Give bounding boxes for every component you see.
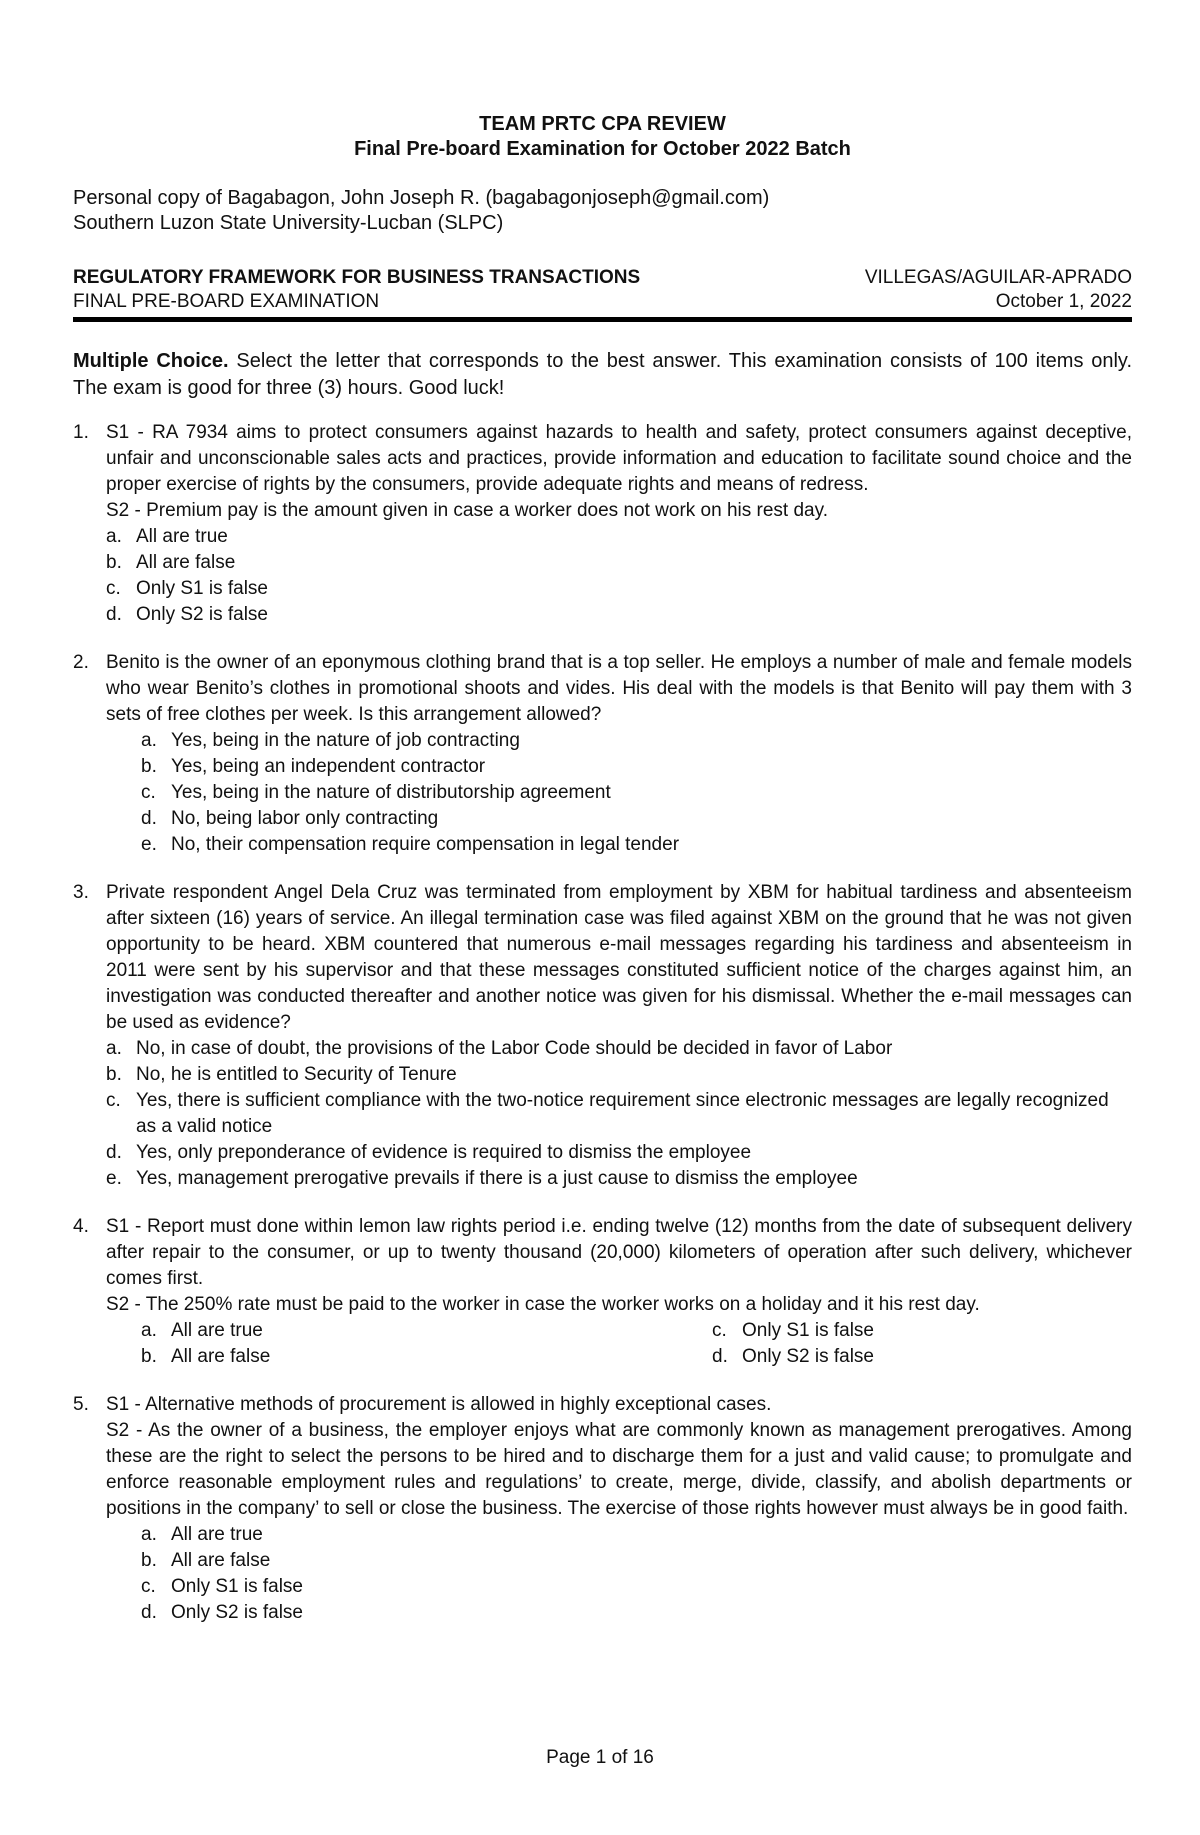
option-letter: a. — [141, 1524, 157, 1545]
option-text: Only S1 is false — [171, 1576, 303, 1597]
option — [106, 550, 1132, 576]
option-letter: c. — [141, 1576, 156, 1597]
statement-s2: S2 - The 250% rate must be paid to the worker in case the worker works on a holiday and it his rest day. — [106, 1294, 980, 1315]
question-number: 2. — [73, 652, 89, 673]
instructions — [73, 348, 1132, 402]
page-number: Page 1 of 16 — [546, 1747, 654, 1768]
question-2 — [73, 650, 1132, 858]
question-text: Benito is the owner of an eponymous clothing brand that is a top seller. He employs a number of male and female models who wear Benito’s clothes in promotional shoots and vides. His deal with the models is that Benito will pay them with 3 sets of free clothes per week. Is this arrangement allowed? — [106, 652, 1132, 725]
question-3 — [73, 880, 1132, 1192]
option-text: All are true — [171, 1320, 263, 1341]
question-1 — [73, 420, 1132, 628]
option-text: All are false — [136, 552, 236, 573]
option-text: No, he is entitled to Security of Tenure — [136, 1064, 457, 1085]
option-letter: d. — [141, 1602, 157, 1623]
instructions-text: Select the letter that corresponds to the best answer. This examination consists of 100 items only. The exam is good for three (3) hours. Good luck! — [73, 350, 1133, 399]
option-letter: b. — [141, 1346, 157, 1367]
option — [141, 806, 1132, 832]
option — [141, 832, 1132, 858]
option — [106, 576, 1132, 602]
exam-page — [73, 112, 1132, 1626]
option — [141, 1600, 1132, 1626]
option-letter: c. — [106, 1090, 121, 1111]
document-subtitle: Final Pre-board Examination for October 2022 Batch — [354, 138, 851, 160]
owner-info — [73, 186, 1132, 236]
option-text: Yes, being in the nature of job contracting — [171, 730, 520, 751]
option — [712, 1318, 1132, 1344]
option-text: No, their compensation require compensation in legal tender — [171, 834, 680, 855]
option-letter: a. — [106, 1038, 122, 1059]
option-text: Only S2 is false — [742, 1346, 874, 1367]
option-letter: b. — [106, 1064, 122, 1085]
option-letter: b. — [141, 1550, 157, 1571]
option-text: Yes, management prerogative prevails if there is a just cause to dismiss the employee — [136, 1168, 858, 1189]
statement-s1: S1 - Report must done within lemon law rights period i.e. ending twelve (12) months from the date of subsequent delivery after repair to the consumer, or up to twenty thousand (20,000) kilometers of operation after such delivery, whichever comes first. — [106, 1216, 1132, 1289]
question-number: 1. — [73, 422, 89, 443]
statement-s1: S1 - RA 7934 aims to protect consumers against hazards to health and safety, protect consumers against deceptive, unfair and unconscionable sales acts and practices, provide information and education to facilitate sound choice and the proper exercise of rights by the consumers, provide adequate rights and means of redress. — [106, 422, 1132, 495]
option-letter: a. — [141, 1320, 157, 1341]
option-text: Yes, there is sufficient compliance with the two-notice requirement since electronic messages are legally recognized as a valid notice — [136, 1090, 1109, 1137]
question-number: 5. — [73, 1394, 89, 1415]
option-letter: b. — [106, 552, 122, 573]
option-text: Only S1 is false — [136, 578, 268, 599]
option — [106, 1140, 1132, 1166]
question-4 — [73, 1214, 1132, 1370]
option-letter: d. — [106, 604, 122, 625]
question-number: 3. — [73, 882, 89, 903]
option-text: All are false — [171, 1346, 271, 1367]
subject-left — [73, 266, 640, 314]
statement-s2: S2 - As the owner of a business, the employer enjoys what are commonly known as management prerogatives. Among these are the right to select the persons to be hired and to discharge them for a just and valid cause; to promulgate and enforce reasonable employment rules and regulations’ to create, merge, divide, classify, and abolish departments or positions in the company’ to sell or close the business. The exercise of those rights however must always be in good faith. — [106, 1420, 1132, 1519]
option — [141, 1318, 712, 1344]
options-grid — [106, 1318, 1132, 1370]
authors: VILLEGAS/AGUILAR-APRADO — [864, 267, 1132, 288]
statement-s2: S2 - Premium pay is the amount given in case a worker does not work on his rest day. — [106, 500, 828, 521]
exam-date: October 1, 2022 — [995, 291, 1132, 312]
option-letter: c. — [106, 578, 121, 599]
option-text: Yes, only preponderance of evidence is required to dismiss the employee — [136, 1142, 752, 1163]
option — [712, 1344, 1132, 1370]
option-letter: a. — [141, 730, 157, 751]
option — [141, 1344, 712, 1370]
question-text: Private respondent Angel Dela Cruz was terminated from employment by XBM for habitual tardiness and absenteeism after sixteen (16) years of service. An illegal termination case was filed against XBM on the ground that he was not given opportunity to be heard. XBM countered that numerous e-mail messages regarding his tardiness and absenteeism in 2011 were sent by his supervisor and that these messages constituted sufficient notice of the charges against him, an investigation was conducted thereafter and another notice was given for his dismissal. Whether the e-mail messages can be used as evidence? — [106, 882, 1132, 1033]
owner-line-1: Personal copy of Bagabagon, John Joseph R. (bagabagonjoseph@gmail.com) — [73, 187, 770, 209]
option — [106, 1062, 1132, 1088]
option-letter: a. — [106, 526, 122, 547]
option-text: Only S2 is false — [171, 1602, 303, 1623]
option — [141, 1548, 1132, 1574]
instructions-label: Multiple Choice. — [73, 350, 229, 372]
exam-type: FINAL PRE-BOARD EXAMINATION — [73, 291, 380, 312]
header-divider — [73, 317, 1132, 322]
option — [106, 1166, 1132, 1192]
owner-line-2: Southern Luzon State University-Lucban (SLPC) — [73, 212, 504, 234]
option-text: Only S1 is false — [742, 1320, 874, 1341]
option — [106, 1088, 1132, 1140]
option-text: Yes, being in the nature of distributorship agreement — [171, 782, 611, 803]
option-text: No, being labor only contracting — [171, 808, 439, 829]
option — [141, 1522, 1132, 1548]
option — [141, 728, 1132, 754]
option-text: Yes, being an independent contractor — [171, 756, 486, 777]
option-text: All are true — [171, 1524, 263, 1545]
option-letter: c. — [712, 1320, 727, 1341]
option — [106, 602, 1132, 628]
option-letter: d. — [106, 1142, 122, 1163]
option-letter: e. — [141, 834, 157, 855]
option-text: All are false — [171, 1550, 271, 1571]
question-5 — [73, 1392, 1132, 1626]
option-letter: c. — [141, 782, 156, 803]
option — [141, 780, 1132, 806]
option — [141, 754, 1132, 780]
option-letter: e. — [106, 1168, 122, 1189]
option-letter: d. — [712, 1346, 728, 1367]
option-text: No, in case of doubt, the provisions of the Labor Code should be decided in favor of Labor — [136, 1038, 893, 1059]
document-title: TEAM PRTC CPA REVIEW — [479, 113, 726, 135]
option — [106, 524, 1132, 550]
question-number: 4. — [73, 1216, 89, 1237]
option — [106, 1036, 1132, 1062]
statement-s1: S1 - Alternative methods of procurement is allowed in highly exceptional cases. — [106, 1394, 772, 1415]
option-text: All are true — [136, 526, 228, 547]
subject-row — [73, 266, 1132, 314]
subject-right — [865, 266, 1132, 314]
option — [141, 1574, 1132, 1600]
option-text: Only S2 is false — [136, 604, 268, 625]
option-letter: b. — [141, 756, 157, 777]
option-letter: d. — [141, 808, 157, 829]
subject-title: REGULATORY FRAMEWORK FOR BUSINESS TRANSACTIONS — [73, 267, 641, 288]
